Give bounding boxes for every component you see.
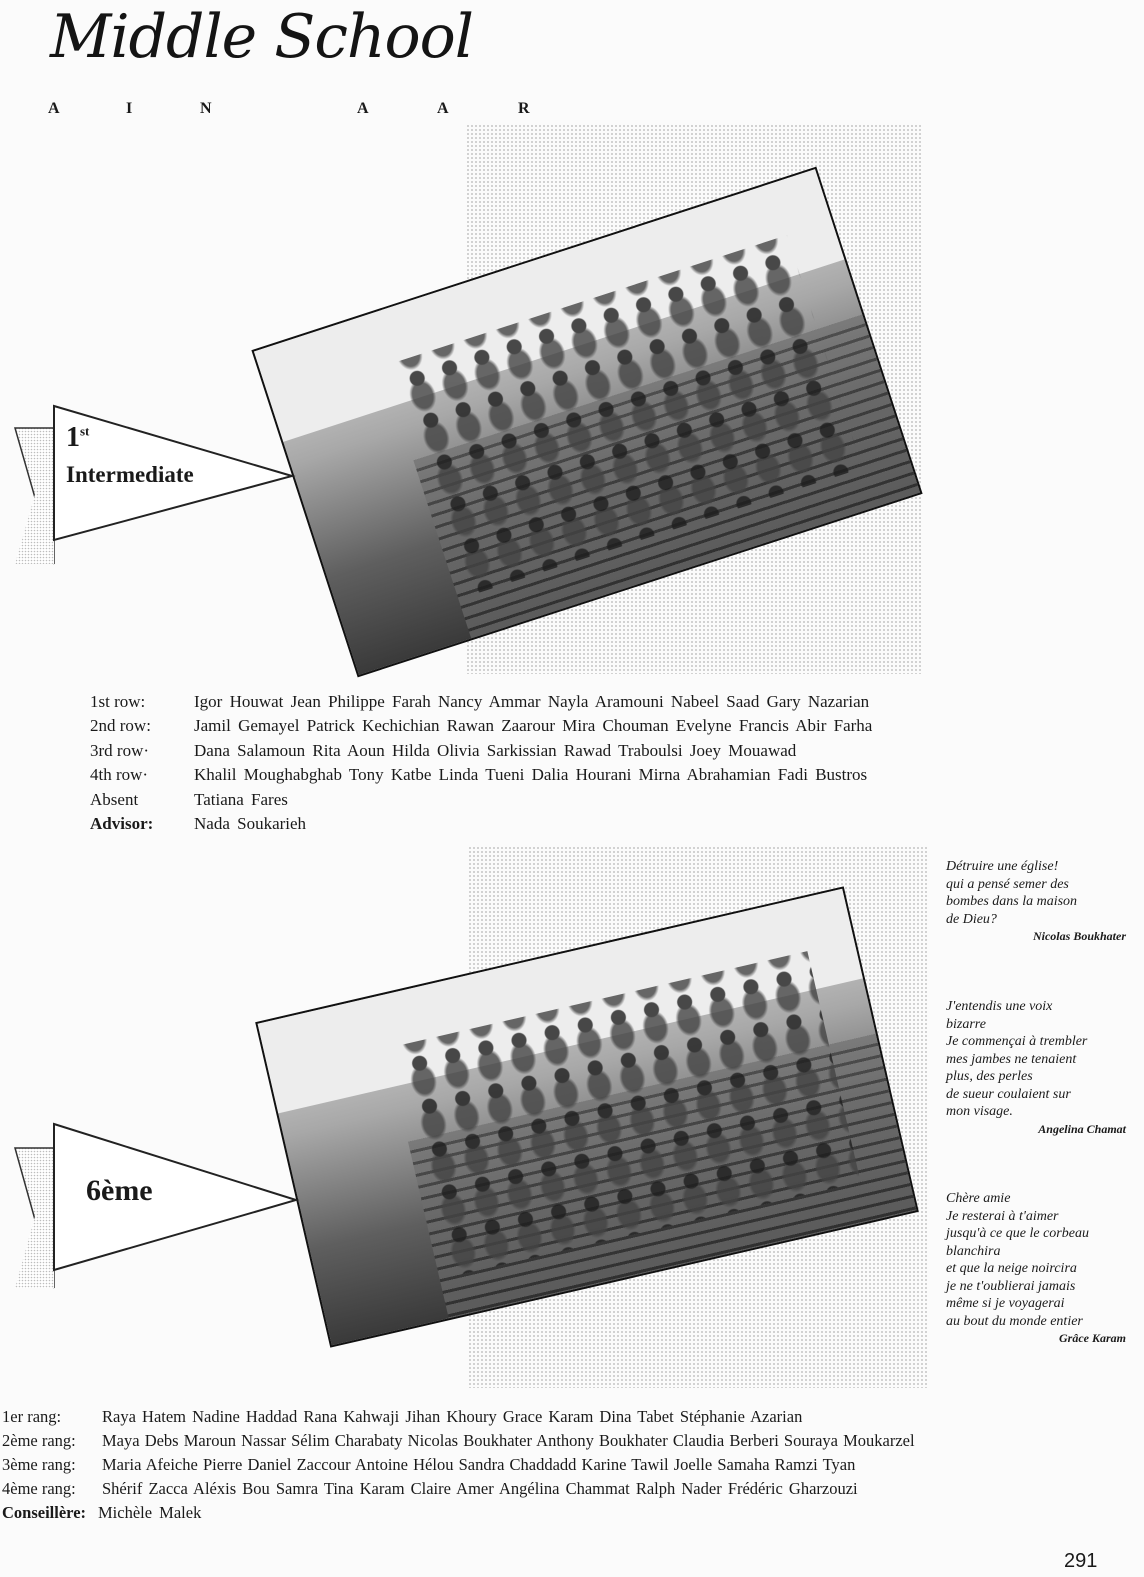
subtitle-letter: A [437,100,449,117]
subtitle-letter: A [48,100,60,117]
poem-line: de Dieu? [946,911,997,927]
pennant-superscript: st [80,423,90,439]
row-names: Shérif Zacca Aléxis Bou Samra Tina Karam Claire Amer Angélina Chammat Ralph Nader Frédéric Gharzouzi [102,1479,858,1498]
row-label: 4ème rang: [2,1479,76,1498]
subtitle-letter: N [200,100,212,117]
row-names: Jamil Gemayel Patrick Kechichian Rawan Zaarour Mira Chouman Evelyne Francis Abir Farha [194,716,873,735]
poem-2 [946,998,1136,1138]
poem-line: mes jambes ne tenaient [946,1051,1077,1067]
row-names: Igor Houwat Jean Philippe Farah Nancy Ammar Nayla Aramouni Nabeel Saad Gary Nazarian [194,692,870,711]
row-names: Khalil Moughabghab Tony Katbe Linda Tueni Dalia Hourani Mirna Abrahamian Fadi Bustros [194,765,868,784]
poem-line: Je resterai à t'aimer [946,1208,1059,1224]
row-label: 2ème rang: [2,1431,76,1450]
row-names: Tatiana Fares [194,790,288,809]
row-names: Maya Debs Maroun Nassar Sélim Charabaty Nicolas Boukhater Anthony Boukhater Claudia Berberi Souraya Moukarzel [102,1431,915,1450]
poem-line: bizarre [946,1016,986,1032]
names-list-1st-intermediate [90,690,1040,840]
poem-author: Grâce Karam [1059,1331,1126,1345]
pennant-label-word: 6ème [86,1174,153,1207]
poem-line: même si je voyagerai [946,1296,1065,1311]
poem-line: et que la neige noircira [946,1261,1077,1276]
row-label: 2nd row: [90,716,151,735]
row-names: Nada Soukarieh [194,814,307,833]
row-label: 4th row· [90,765,149,784]
row-label: Advisor: [90,814,154,833]
row-names: Dana Salamoun Rita Aoun Hilda Olivia Sarkissian Rawad Traboulsi Joey Mouawad [194,741,797,760]
page-title: Middle School [50,2,473,72]
pennant-number: 1 [66,422,80,453]
poem-line: blanchira [946,1243,1001,1259]
poem-line: qui a pensé semer des [946,876,1069,892]
subtitle-letter: A [357,100,369,117]
poem-line: de sueur coulaient sur [946,1086,1071,1102]
row-names: Maria Afeiche Pierre Daniel Zaccour Antoine Hélou Sandra Chaddadd Karine Tawil Joelle Samaha Ramzi Tyan [102,1455,856,1474]
pennant-label-word: Intermediate [66,462,194,487]
page-number: 291 [1064,1550,1098,1572]
subtitle-letter: R [518,100,530,117]
poem-line: Je commençai à trembler [946,1034,1088,1049]
row-label: 3ème rang: [2,1455,76,1474]
subtitle-letter: I [126,100,133,117]
poem-3 [946,1190,1136,1348]
poem-line: bombes dans la maison [946,894,1078,909]
poem-line: je ne t'oublierai jamais [946,1278,1076,1294]
pennant-label-number [66,422,89,454]
poem-line: Chère amie [946,1191,1011,1206]
poem-line: J'entendis une voix [946,999,1053,1014]
poem-line: Détruire une église! [946,859,1059,874]
row-names: Michèle Malek [98,1503,202,1522]
pennant-6eme [12,1120,312,1295]
row-label: 1er rang: [2,1407,62,1426]
poem-line: mon visage. [946,1104,1013,1119]
poem-line: au bout du monde entier [946,1313,1083,1329]
row-label: 3rd row· [90,741,150,760]
poem-author: Nicolas Boukhater [1032,929,1126,943]
poem-line: jusqu'à ce que le corbeau [946,1226,1089,1241]
row-names: Raya Hatem Nadine Haddad Rana Kahwaji Jihan Khoury Grace Karam Dina Tabet Stéphanie Azarian [102,1407,803,1426]
names-list-6eme [2,1405,1142,1535]
poem-1 [946,858,1136,946]
row-label: 1st row: [90,692,146,711]
poem-author: Angelina Chamat [1038,1121,1126,1136]
row-label: Conseillère: [2,1503,87,1522]
poem-line: plus, des perles [946,1069,1033,1084]
row-label: Absent [90,790,139,809]
